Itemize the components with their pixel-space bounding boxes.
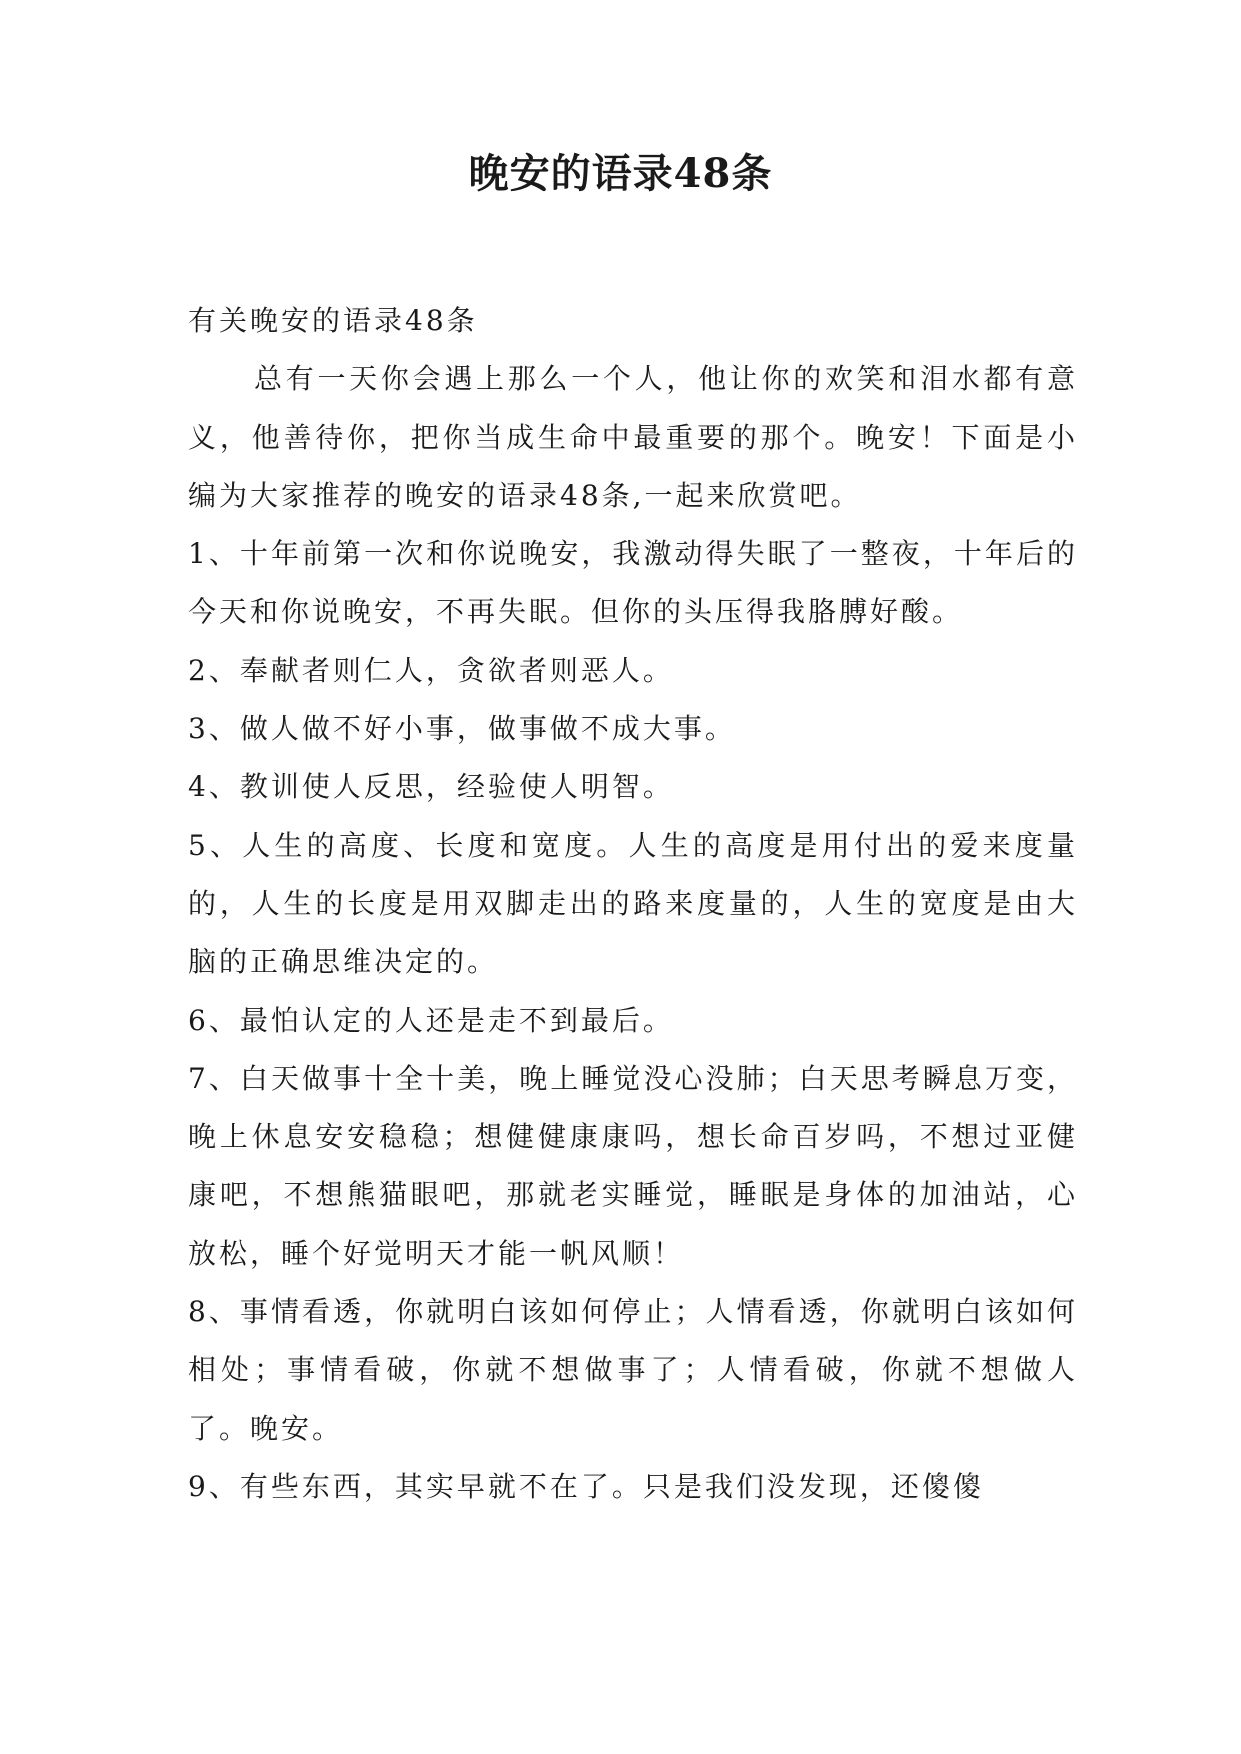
intro-paragraph: 总有一天你会遇上那么一个人，他让你的欢笑和泪水都有意义，他善待你，把你当成生命中最重要的那个。晚安！下面是小编为大家推荐的晚安的语录48条,一起来欣赏吧。 [188, 362, 1078, 512]
quote-item-8: 8、事情看透，你就明白该如何停止；人情看透，你就明白该如何相处；事情看破，你就不想做事了；人情看破，你就不想做人了。晚安。 [188, 1295, 1078, 1445]
quote-item-9: 9、有些东西，其实早就不在了。只是我们没发现，还傻傻 [188, 1469, 984, 1503]
document-title: 晚安的语录48条 [468, 150, 773, 197]
document-body [188, 292, 1078, 1516]
subtitle-line: 有关晚安的语录48条 [188, 304, 478, 337]
quote-item-3: 3、做人做不好小事，做事做不成大事。 [188, 712, 736, 746]
quote-item-1: 1、十年前第一次和你说晚安，我激动得失眠了一整夜，十年后的今天和你说晚安，不再失眠。但你的头压得我胳膊好酸。 [188, 537, 1078, 629]
quote-item-2: 2、奉献者则仁人，贪欲者则恶人。 [188, 653, 674, 687]
quote-item-5: 5、人生的高度、长度和宽度。人生的高度是用付出的爱来度量的，人生的长度是用双脚走出的路来度量的，人生的宽度是由大脑的正确思维决定的。 [188, 828, 1078, 979]
quote-item-4: 4、教训使人反思，经验使人明智。 [188, 770, 674, 804]
quote-item-6: 6、最怕认定的人还是走不到最后。 [188, 1003, 674, 1037]
quote-item-7: 7、白天做事十全十美，晚上睡觉没心没肺；白天思考瞬息万变，晚上休息安安稳稳；想健健康康吗，想长命百岁吗，不想过亚健康吧，不想熊猫眼吧，那就老实睡觉，睡眠是身体的加油站，心放松，睡个好觉明天才能一帆风顺！ [188, 1061, 1078, 1270]
